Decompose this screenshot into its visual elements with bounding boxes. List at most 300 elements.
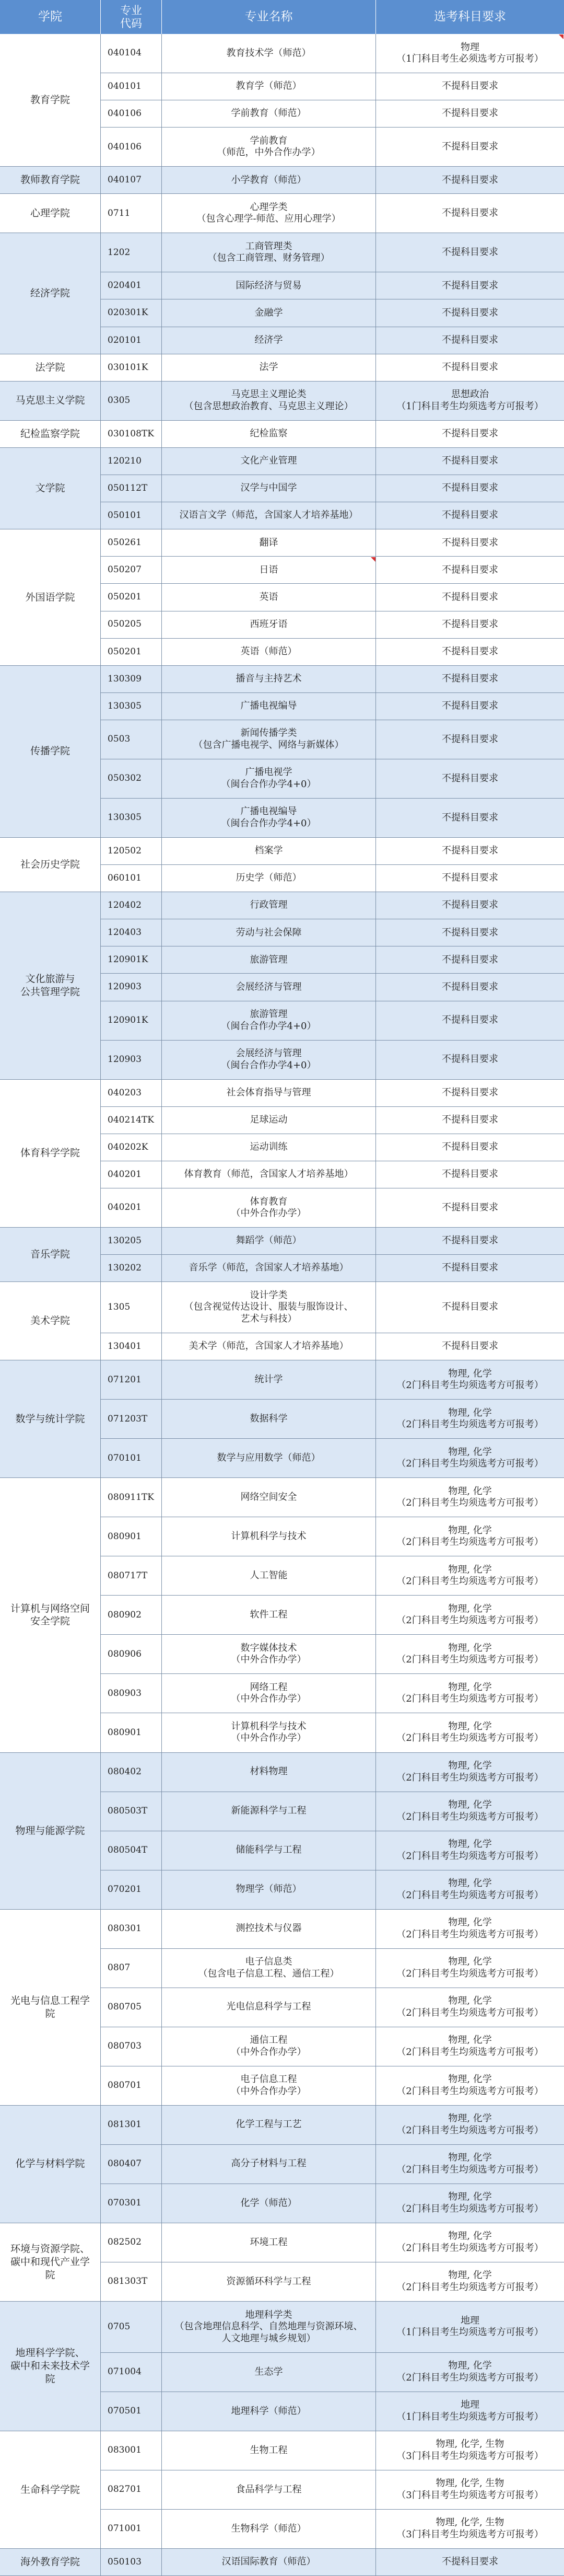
table-row xyxy=(101,1080,564,1107)
major-code: 040107 xyxy=(101,167,162,193)
subject-requirement: 不提科目要求 xyxy=(442,2556,498,2568)
table-row xyxy=(101,946,564,974)
major-name: 社会体育指导与管理 xyxy=(162,1080,376,1106)
college-name: 纪检监察学院 xyxy=(0,421,101,448)
major-code: 120901K xyxy=(101,1001,162,1040)
table-row xyxy=(101,2302,564,2353)
major-name: 历史学（师范） xyxy=(162,865,376,892)
subject-requirement: 物理, 化学 （2门科目考生均须选考方可报考） xyxy=(396,1956,544,1979)
major-name: 计算机科学与技术 xyxy=(162,1517,376,1556)
college-name: 美术学院 xyxy=(0,1282,101,1360)
subject-requirement: 物理, 化学 （2门科目考生均须选考方可报考） xyxy=(396,1524,544,1548)
table-row xyxy=(101,611,564,639)
table-row xyxy=(101,327,564,354)
subject-requirement: 不提科目要求 xyxy=(442,673,498,684)
college-name: 马克思主义学院 xyxy=(0,382,101,421)
major-name: 地理科学（师范） xyxy=(162,2392,376,2431)
major-name: 软件工程 xyxy=(162,1596,376,1634)
table-row xyxy=(101,919,564,946)
table-row xyxy=(101,100,564,128)
major-name: 人工智能 xyxy=(162,1556,376,1595)
table-row xyxy=(101,1792,564,1831)
subject-requirement: 物理, 化学 （2门科目考生均须选考方可报考） xyxy=(396,1878,544,1901)
major-code: 050112T xyxy=(101,475,162,502)
subject-requirement: 不提科目要求 xyxy=(442,1235,498,1246)
college-name: 光电与信息工程学 院 xyxy=(0,1910,101,2106)
subject-requirement: 物理, 化学 （2门科目考生均须选考方可报考） xyxy=(396,2191,544,2214)
major-name: 数字媒体技术 （中外合作办学） xyxy=(162,1635,376,1673)
subject-requirement: 不提科目要求 xyxy=(442,1202,498,1213)
major-code: 040104 xyxy=(101,34,162,73)
major-code: 080701 xyxy=(101,2066,162,2105)
table-row xyxy=(101,1041,564,1080)
major-name: 舞蹈学（师范） xyxy=(162,1228,376,1254)
subject-requirement: 不提科目要求 xyxy=(442,1169,498,1180)
major-name: 音乐学（师范，含国家人才培养基地） xyxy=(162,1255,376,1281)
major-code: 1305 xyxy=(101,1282,162,1333)
subject-requirement: 物理, 化学 （2门科目考生均须选考方可报考） xyxy=(396,2270,544,2293)
table-row xyxy=(101,1255,564,1282)
major-name: 电子信息工程 （中外合作办学） xyxy=(162,2066,376,2105)
major-name: 数学与应用数学（师范） xyxy=(162,1439,376,1477)
college-name: 音乐学院 xyxy=(0,1228,101,1282)
college-name: 生命科学学院 xyxy=(0,2431,101,2549)
major-name: 心理学类 （包含心理学-师范、应用心理学） xyxy=(162,194,376,233)
major-code: 0705 xyxy=(101,2302,162,2352)
major-code: 050103 xyxy=(101,2549,162,2575)
college-name: 地理科学学院、 碳中和未来技术学 院 xyxy=(0,2302,101,2431)
major-code: 050302 xyxy=(101,759,162,798)
college-name: 体育科学学院 xyxy=(0,1080,101,1228)
major-code: 081301 xyxy=(101,2106,162,2144)
subject-requirement: 不提科目要求 xyxy=(442,1087,498,1098)
subject-requirement: 不提科目要求 xyxy=(442,1262,498,1274)
major-code: 0711 xyxy=(101,194,162,233)
subject-requirement: 物理, 化学 （2门科目考生均须选考方可报考） xyxy=(396,1603,544,1626)
major-code: 080903 xyxy=(101,1674,162,1713)
major-name: 广播电视编导 （闽台合作办学4+0） xyxy=(162,799,376,837)
major-code: 080906 xyxy=(101,1635,162,1673)
major-code: 020401 xyxy=(101,272,162,299)
subject-requirement: 物理, 化学 （2门科目考生均须选考方可报考） xyxy=(396,2113,544,2136)
table-row xyxy=(101,1831,564,1870)
table-row xyxy=(101,2353,564,2392)
major-name: 光电信息科学与工程 xyxy=(162,1988,376,2027)
subject-requirement: 不提科目要求 xyxy=(442,174,498,186)
major-name: 学前教育 （师范，中外合作办学） xyxy=(162,128,376,166)
major-code: 120903 xyxy=(101,974,162,1000)
table-row xyxy=(101,475,564,502)
table-row xyxy=(101,2262,564,2302)
college-name: 心理学院 xyxy=(0,194,101,233)
subject-requirement: 不提科目要求 xyxy=(442,733,498,745)
major-code: 020301K xyxy=(101,299,162,326)
major-name: 英语（师范） xyxy=(162,639,376,665)
subject-requirement: 不提科目要求 xyxy=(442,899,498,911)
major-name: 地理科学类 （包含地理信息科学、自然地理与资源环境、 人文地理与城乡规划） xyxy=(162,2302,376,2352)
table-row xyxy=(101,838,564,865)
major-code: 130401 xyxy=(101,1333,162,1360)
table-header xyxy=(0,0,564,34)
table-row xyxy=(101,1517,564,1556)
major-name: 测控技术与仪器 xyxy=(162,1910,376,1948)
major-name: 环境工程 xyxy=(162,2223,376,2262)
major-name: 旅游管理 xyxy=(162,946,376,973)
subject-requirement: 不提科目要求 xyxy=(442,927,498,938)
subject-requirement: 物理, 化学, 生物 （3门科目考生均须选考方可报考） xyxy=(396,2439,544,2462)
major-code: 030108TK xyxy=(101,421,162,447)
table-row xyxy=(101,382,564,421)
major-name: 数据科学 xyxy=(162,1400,376,1438)
subject-requirement: 物理, 化学 （2门科目考生均须选考方可报考） xyxy=(396,1720,544,1744)
major-name: 文化产业管理 xyxy=(162,448,376,475)
major-code: 080503T xyxy=(101,1792,162,1831)
subject-requirement: 不提科目要求 xyxy=(442,307,498,318)
major-code: 070101 xyxy=(101,1439,162,1477)
table-row xyxy=(101,2223,564,2262)
major-code: 050201 xyxy=(101,584,162,610)
major-name: 生物工程 xyxy=(162,2431,376,2470)
table-row xyxy=(101,529,564,557)
major-code: 020101 xyxy=(101,327,162,354)
subject-requirement: 不提科目要求 xyxy=(442,845,498,857)
major-code: 071004 xyxy=(101,2353,162,2392)
major-code: 080911TK xyxy=(101,1478,162,1517)
subject-requirement: 物理, 化学 （2门科目考生均须选考方可报考） xyxy=(396,1485,544,1509)
major-name: 设计学类 （包含视觉传达设计、服装与服饰设计、 艺术与科技） xyxy=(162,1282,376,1333)
subject-requirement: 不提科目要求 xyxy=(442,872,498,884)
major-name: 统计学 xyxy=(162,1360,376,1399)
subject-requirement: 不提科目要求 xyxy=(442,700,498,712)
table-row xyxy=(101,1107,564,1134)
major-code: 080717T xyxy=(101,1556,162,1595)
major-name: 计算机科学与技术 （中外合作办学） xyxy=(162,1713,376,1752)
subject-requirement: 不提科目要求 xyxy=(442,334,498,345)
major-name: 化学（师范） xyxy=(162,2184,376,2223)
header-college: 学院 xyxy=(0,0,101,34)
subject-requirement: 不提科目要求 xyxy=(442,954,498,965)
major-code: 070201 xyxy=(101,1870,162,1909)
major-name: 学前教育（师范） xyxy=(162,100,376,127)
subject-requirement: 物理, 化学 （2门科目考生均须选考方可报考） xyxy=(396,1917,544,1940)
table-row xyxy=(101,974,564,1001)
subject-requirement: 物理, 化学 （2门科目考生均须选考方可报考） xyxy=(396,2035,544,2058)
major-code: 1202 xyxy=(101,233,162,272)
subject-requirement: 不提科目要求 xyxy=(442,280,498,291)
college-name: 文学院 xyxy=(0,448,101,529)
table-row xyxy=(101,502,564,529)
subject-requirement: 不提科目要求 xyxy=(442,141,498,152)
subject-requirement: 物理, 化学 （2门科目考生均须选考方可报考） xyxy=(396,1839,544,1862)
table-row xyxy=(101,1161,564,1188)
major-name: 金融学 xyxy=(162,299,376,326)
table-row xyxy=(101,1949,564,1988)
table-row xyxy=(101,639,564,666)
major-code: 071201 xyxy=(101,1360,162,1399)
table-row xyxy=(101,720,564,759)
major-name: 行政管理 xyxy=(162,892,376,919)
table-row xyxy=(101,1400,564,1439)
major-code: 040202K xyxy=(101,1134,162,1161)
subject-requirement: 不提科目要求 xyxy=(442,537,498,548)
subject-requirement: 不提科目要求 xyxy=(442,1054,498,1065)
table-row xyxy=(101,128,564,167)
table-row xyxy=(101,557,564,584)
major-name: 马克思主义理论类 （包含思想政治教育、马克思主义理论） xyxy=(162,382,376,420)
subject-requirement: 不提科目要求 xyxy=(442,361,498,373)
major-name: 美术学（师范，含国家人才培养基地） xyxy=(162,1333,376,1360)
college-name: 文化旅游与 公共管理学院 xyxy=(0,892,101,1079)
table-row xyxy=(101,1713,564,1752)
subject-requirement: 不提科目要求 xyxy=(442,772,498,784)
subject-requirement: 地理 （1门科目考生均须选考方可报考） xyxy=(396,2315,544,2338)
subject-requirement: 不提科目要求 xyxy=(442,618,498,630)
table-row xyxy=(101,2184,564,2223)
major-name: 通信工程 （中外合作办学） xyxy=(162,2027,376,2066)
major-code: 040106 xyxy=(101,128,162,166)
table-row xyxy=(101,1556,564,1596)
comment-marker xyxy=(371,557,375,562)
major-code: 083001 xyxy=(101,2431,162,2470)
major-code: 080901 xyxy=(101,1713,162,1752)
college-name: 经济学院 xyxy=(0,233,101,354)
major-code: 070301 xyxy=(101,2184,162,2223)
major-code: 120502 xyxy=(101,838,162,864)
table-row xyxy=(101,167,564,194)
major-code: 050101 xyxy=(101,502,162,529)
major-code: 080703 xyxy=(101,2027,162,2066)
major-code: 040203 xyxy=(101,1080,162,1106)
header-code: 专业 代码 xyxy=(101,0,162,34)
major-name: 教育技术学（师范） xyxy=(162,34,376,73)
table-row xyxy=(101,1635,564,1674)
subject-requirement: 物理, 化学 （2门科目考生均须选考方可报考） xyxy=(396,2360,544,2383)
major-code: 120210 xyxy=(101,448,162,475)
subject-requirement: 不提科目要求 xyxy=(442,1014,498,1026)
table-row xyxy=(101,1910,564,1949)
header-name: 专业名称 xyxy=(162,0,376,34)
major-code: 130305 xyxy=(101,693,162,720)
major-code: 130309 xyxy=(101,666,162,692)
college-name: 海外教育学院 xyxy=(0,2549,101,2576)
college-name: 化学与材料学院 xyxy=(0,2106,101,2223)
major-code: 082502 xyxy=(101,2223,162,2262)
subject-requirement: 物理, 化学 （2门科目考生均须选考方可报考） xyxy=(396,1760,544,1783)
comment-marker xyxy=(559,34,563,39)
major-name: 旅游管理 （闽台合作办学4+0） xyxy=(162,1001,376,1040)
major-code: 071203T xyxy=(101,1400,162,1438)
college-name: 外国语学院 xyxy=(0,529,101,665)
major-name: 体育教育（师范，含国家人才培养基地） xyxy=(162,1161,376,1188)
table-row xyxy=(101,1333,564,1360)
table-row xyxy=(101,2106,564,2145)
table-row xyxy=(101,2066,564,2106)
major-code: 130305 xyxy=(101,799,162,837)
subject-requirement: 物理, 化学 （2门科目考生均须选考方可报考） xyxy=(396,2074,544,2097)
table-row xyxy=(101,2145,564,2184)
subject-requirement: 不提科目要求 xyxy=(442,1114,498,1125)
major-name: 储能科学与工程 xyxy=(162,1831,376,1870)
subject-requirement: 物理, 化学, 生物 （3门科目考生均须选考方可报考） xyxy=(396,2478,544,2501)
subject-requirement: 物理, 化学 （2门科目考生均须选考方可报考） xyxy=(396,1407,544,1430)
table-row xyxy=(101,2549,564,2576)
subject-requirement: 不提科目要求 xyxy=(442,80,498,92)
major-code: 080402 xyxy=(101,1753,162,1792)
major-name: 西班牙语 xyxy=(162,611,376,638)
table-row xyxy=(101,759,564,799)
table-row xyxy=(101,1134,564,1161)
major-code: 120901K xyxy=(101,946,162,973)
major-name: 汉学与中国学 xyxy=(162,475,376,502)
subject-requirement: 不提科目要求 xyxy=(442,247,498,258)
major-name: 档案学 xyxy=(162,838,376,864)
subject-requirement: 不提科目要求 xyxy=(442,645,498,657)
major-code: 080901 xyxy=(101,1517,162,1556)
table-row xyxy=(101,2470,564,2510)
table-row xyxy=(101,892,564,919)
subject-requirement: 不提科目要求 xyxy=(442,510,498,521)
major-code: 071001 xyxy=(101,2510,162,2548)
major-name: 播音与主持艺术 xyxy=(162,666,376,692)
table-row xyxy=(101,2392,564,2431)
college-name: 物理与能源学院 xyxy=(0,1753,101,1910)
table-row xyxy=(101,421,564,448)
college-name: 社会历史学院 xyxy=(0,838,101,892)
major-name: 会展经济与管理 （闽台合作办学4+0） xyxy=(162,1041,376,1079)
major-code: 120402 xyxy=(101,892,162,919)
major-code: 120903 xyxy=(101,1041,162,1079)
subject-requirement: 物理, 化学 （2门科目考生均须选考方可报考） xyxy=(396,2152,544,2175)
major-code: 050207 xyxy=(101,557,162,583)
table-row xyxy=(101,2510,564,2549)
subject-requirement: 不提科目要求 xyxy=(442,591,498,603)
subject-requirement: 物理, 化学 （2门科目考生均须选考方可报考） xyxy=(396,1446,544,1470)
subject-requirement: 物理, 化学 （2门科目考生均须选考方可报考） xyxy=(396,1681,544,1705)
major-code: 030101K xyxy=(101,354,162,381)
major-name: 食品科学与工程 xyxy=(162,2470,376,2509)
major-code: 080301 xyxy=(101,1910,162,1948)
subject-requirement: 物理 （1门科目考生必须选考方可报考） xyxy=(396,41,544,64)
subject-requirement: 不提科目要求 xyxy=(442,1141,498,1153)
table-row xyxy=(101,2431,564,2470)
major-name: 劳动与社会保障 xyxy=(162,919,376,946)
subject-requirement: 不提科目要求 xyxy=(442,428,498,440)
major-name: 生物科学（师范） xyxy=(162,2510,376,2548)
major-name: 日语 xyxy=(162,557,376,583)
college-name: 计算机与网络空间 安全学院 xyxy=(0,1478,101,1752)
major-name: 高分子材料与工程 xyxy=(162,2145,376,2184)
subject-requirement: 不提科目要求 xyxy=(442,108,498,119)
major-name: 会展经济与管理 xyxy=(162,974,376,1000)
subject-requirement: 不提科目要求 xyxy=(442,981,498,992)
major-name: 纪检监察 xyxy=(162,421,376,447)
major-code: 082701 xyxy=(101,2470,162,2509)
subject-requirement: 物理, 化学 （2门科目考生均须选考方可报考） xyxy=(396,1995,544,2018)
table-row xyxy=(101,73,564,100)
header-requirement: 选考科目要求 xyxy=(434,10,506,24)
major-name: 工商管理类 （包含工商管理、财务管理） xyxy=(162,233,376,272)
subject-requirement: 物理, 化学 （2门科目考生均须选考方可报考） xyxy=(396,1642,544,1666)
subject-requirement: 物理, 化学 （2门科目考生均须选考方可报考） xyxy=(396,2231,544,2254)
major-name: 翻译 xyxy=(162,529,376,556)
major-code: 080407 xyxy=(101,2145,162,2184)
major-code: 040201 xyxy=(101,1161,162,1188)
subject-requirement: 不提科目要求 xyxy=(442,1341,498,1352)
major-code: 080902 xyxy=(101,1596,162,1634)
major-code: 081303T xyxy=(101,2262,162,2301)
subject-requirement: 不提科目要求 xyxy=(442,1301,498,1313)
major-name: 广播电视学 （闽台合作办学4+0） xyxy=(162,759,376,798)
major-name: 资源循环科学与工程 xyxy=(162,2262,376,2301)
table-row xyxy=(101,1001,564,1041)
major-code: 080504T xyxy=(101,1831,162,1870)
table-row xyxy=(101,2027,564,2066)
major-name: 化学工程与工艺 xyxy=(162,2106,376,2144)
subject-requirement: 物理, 化学, 生物 （3门科目考生均须选考方可报考） xyxy=(396,2517,544,2540)
major-name: 网络工程 （中外合作办学） xyxy=(162,1674,376,1713)
major-name: 法学 xyxy=(162,354,376,381)
major-code: 040101 xyxy=(101,73,162,100)
major-name: 电子信息类 （包含电子信息工程、通信工程） xyxy=(162,1949,376,1988)
table-row xyxy=(101,354,564,382)
major-name: 英语 xyxy=(162,584,376,610)
table-row xyxy=(101,194,564,233)
table-row xyxy=(101,1596,564,1635)
major-name: 生态学 xyxy=(162,2353,376,2392)
table-row xyxy=(101,1360,564,1400)
major-name: 物理学（师范） xyxy=(162,1870,376,1909)
major-code: 130202 xyxy=(101,1255,162,1281)
subject-requirement: 不提科目要求 xyxy=(442,564,498,575)
subject-requirement: 物理, 化学 （2门科目考生均须选考方可报考） xyxy=(396,1564,544,1587)
subject-requirement: 不提科目要求 xyxy=(442,812,498,823)
major-code: 0807 xyxy=(101,1949,162,1988)
major-name: 汉语言文学（师范，含国家人才培养基地） xyxy=(162,502,376,529)
major-name: 教育学（师范） xyxy=(162,73,376,100)
subject-requirement: 思想政治 （1门科目考生均须选考方可报考） xyxy=(396,389,544,412)
major-name: 国际经济与贸易 xyxy=(162,272,376,299)
table-row xyxy=(101,1439,564,1478)
college-name: 教师教育学院 xyxy=(0,167,101,194)
major-code: 130205 xyxy=(101,1228,162,1254)
table-row xyxy=(101,666,564,693)
table-row xyxy=(101,1988,564,2027)
college-name: 环境与资源学院、 碳中和现代产业学 院 xyxy=(0,2223,101,2302)
subject-requirement: 物理, 化学 （2门科目考生均须选考方可报考） xyxy=(396,1368,544,1391)
subject-requirement: 不提科目要求 xyxy=(442,455,498,467)
table-row xyxy=(101,1870,564,1910)
table-row xyxy=(101,299,564,327)
major-code: 050201 xyxy=(101,639,162,665)
subject-requirement: 物理, 化学 （2门科目考生均须选考方可报考） xyxy=(396,1799,544,1822)
subject-requirement: 不提科目要求 xyxy=(442,482,498,494)
major-code: 060101 xyxy=(101,865,162,892)
table-row xyxy=(101,233,564,272)
major-name: 新能源科学与工程 xyxy=(162,1792,376,1831)
table-row xyxy=(101,799,564,838)
table-row xyxy=(101,1753,564,1792)
college-name: 教育学院 xyxy=(0,34,101,167)
subject-requirement: 地理 （1门科目考生均须选考方可报考） xyxy=(396,2399,544,2422)
major-name: 新闻传播学类 （包含广播电视学、网络与新媒体） xyxy=(162,720,376,759)
major-code: 120403 xyxy=(101,919,162,946)
table-row xyxy=(101,1188,564,1228)
table-row xyxy=(101,1282,564,1333)
table-row xyxy=(101,1674,564,1713)
major-code: 070501 xyxy=(101,2392,162,2431)
table-row xyxy=(101,34,564,73)
major-code: 0503 xyxy=(101,720,162,759)
